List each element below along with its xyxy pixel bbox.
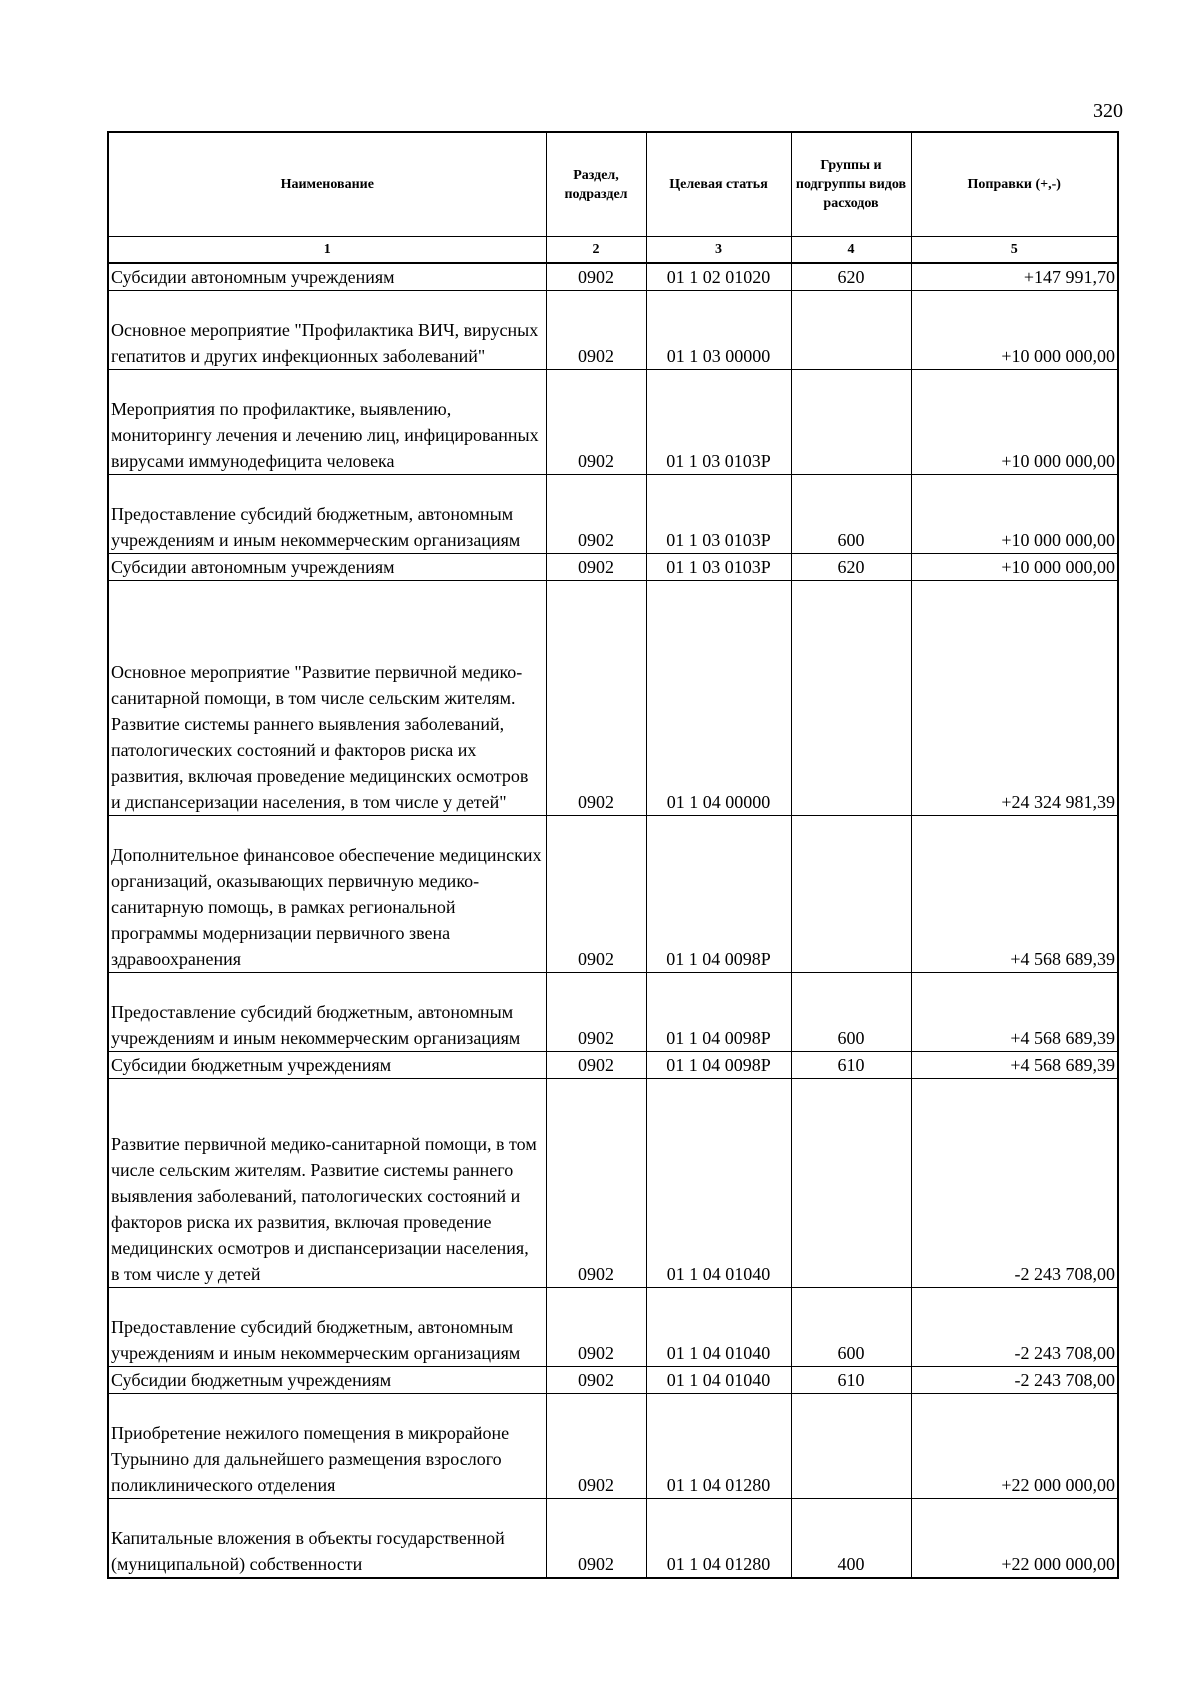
- row-target-article: 01 1 03 0103Р: [646, 475, 791, 554]
- header-expense-group: Группы и подгруппы видов расходов: [791, 132, 911, 237]
- header-amendments: Поправки (+,-): [911, 132, 1118, 237]
- row-expense-group: 620: [791, 554, 911, 581]
- row-expense-group: [791, 370, 911, 475]
- row-name: Развитие первичной медико-санитарной помощи, в том числе сельским жителям. Развитие системы раннего выявления заболеваний, патологических состояний и факторов риска их развития, включая проведение медицинских осмотров и диспансеризации населения, в том числе у детей: [108, 1079, 546, 1288]
- table-row: [108, 816, 1118, 973]
- column-number-5: 5: [911, 237, 1118, 264]
- table-row: [108, 973, 1118, 1052]
- row-target-article: 01 1 04 0098Р: [646, 1052, 791, 1079]
- row-name: Предоставление субсидий бюджетным, автономным учреждениям и иным некоммерческим организациям: [108, 973, 546, 1052]
- row-amount: +4 568 689,39: [911, 816, 1118, 973]
- row-amount: +24 324 981,39: [911, 581, 1118, 816]
- table-row: [108, 1288, 1118, 1367]
- row-expense-group: [791, 581, 911, 816]
- row-target-article: 01 1 04 00000: [646, 581, 791, 816]
- column-number-3: 3: [646, 237, 791, 264]
- row-target-article: 01 1 04 01040: [646, 1288, 791, 1367]
- row-expense-group: [791, 1079, 911, 1288]
- header-name: Наименование: [108, 132, 546, 237]
- row-amount: -2 243 708,00: [911, 1367, 1118, 1394]
- row-section: 0902: [546, 1394, 646, 1499]
- table-row: [108, 1367, 1118, 1394]
- row-expense-group: [791, 816, 911, 973]
- row-target-article: 01 1 02 01020: [646, 263, 791, 291]
- table-row: [108, 554, 1118, 581]
- table-row: [108, 475, 1118, 554]
- row-name: Основное мероприятие "Профилактика ВИЧ, вирусных гепатитов и других инфекционных заболеваний": [108, 291, 546, 370]
- row-name: Субсидии бюджетным учреждениям: [108, 1052, 546, 1079]
- row-target-article: 01 1 04 01280: [646, 1499, 791, 1579]
- table-row: [108, 581, 1118, 816]
- row-expense-group: 600: [791, 1288, 911, 1367]
- row-name: Предоставление субсидий бюджетным, автономным учреждениям и иным некоммерческим организациям: [108, 475, 546, 554]
- row-target-article: 01 1 03 0103Р: [646, 370, 791, 475]
- row-name: Предоставление субсидий бюджетным, автономным учреждениям и иным некоммерческим организациям: [108, 1288, 546, 1367]
- row-section: 0902: [546, 291, 646, 370]
- page-number: 320: [1093, 100, 1123, 122]
- table-row: [108, 1079, 1118, 1288]
- table-column-numbers-row: [108, 237, 1118, 264]
- table-header-row: [108, 132, 1118, 237]
- table-row: [108, 1052, 1118, 1079]
- row-target-article: 01 1 03 00000: [646, 291, 791, 370]
- row-section: 0902: [546, 581, 646, 816]
- row-amount: +22 000 000,00: [911, 1499, 1118, 1579]
- row-amount: -2 243 708,00: [911, 1079, 1118, 1288]
- table-row: [108, 291, 1118, 370]
- row-target-article: 01 1 04 0098Р: [646, 973, 791, 1052]
- row-expense-group: [791, 291, 911, 370]
- row-amount: +10 000 000,00: [911, 554, 1118, 581]
- row-target-article: 01 1 04 0098Р: [646, 816, 791, 973]
- row-name: Субсидии бюджетным учреждениям: [108, 1367, 546, 1394]
- row-amount: +10 000 000,00: [911, 475, 1118, 554]
- row-amount: +4 568 689,39: [911, 1052, 1118, 1079]
- table-row: [108, 1394, 1118, 1499]
- header-section: Раздел, подраздел: [546, 132, 646, 237]
- row-amount: -2 243 708,00: [911, 1288, 1118, 1367]
- row-amount: +10 000 000,00: [911, 291, 1118, 370]
- row-name: Приобретение нежилого помещения в микрорайоне Турынино для дальнейшего размещения взрослого поликлинического отделения: [108, 1394, 546, 1499]
- row-section: 0902: [546, 475, 646, 554]
- row-name: Субсидии автономным учреждениям: [108, 263, 546, 291]
- row-expense-group: 600: [791, 973, 911, 1052]
- row-section: 0902: [546, 1288, 646, 1367]
- column-number-2: 2: [546, 237, 646, 264]
- row-section: 0902: [546, 263, 646, 291]
- row-target-article: 01 1 04 01040: [646, 1367, 791, 1394]
- row-section: 0902: [546, 1499, 646, 1579]
- row-expense-group: [791, 1394, 911, 1499]
- column-number-1: 1: [108, 237, 546, 264]
- row-expense-group: 620: [791, 263, 911, 291]
- row-section: 0902: [546, 370, 646, 475]
- row-name: Дополнительное финансовое обеспечение медицинских организаций, оказывающих первичную медико-санитарную помощь, в рамках региональной программы модернизации первичного звена здравоохранения: [108, 816, 546, 973]
- row-expense-group: 610: [791, 1367, 911, 1394]
- row-target-article: 01 1 04 01280: [646, 1394, 791, 1499]
- row-name: Субсидии автономным учреждениям: [108, 554, 546, 581]
- row-name: Мероприятия по профилактике, выявлению, мониторингу лечения и лечению лиц, инфицированных вирусами иммунодефицита человека: [108, 370, 546, 475]
- row-expense-group: 600: [791, 475, 911, 554]
- row-expense-group: 610: [791, 1052, 911, 1079]
- row-amount: +147 991,70: [911, 263, 1118, 291]
- row-section: 0902: [546, 973, 646, 1052]
- row-target-article: 01 1 04 01040: [646, 1079, 791, 1288]
- table-row: [108, 370, 1118, 475]
- budget-amendments-table: [107, 131, 1119, 1579]
- row-section: 0902: [546, 1079, 646, 1288]
- row-amount: +10 000 000,00: [911, 370, 1118, 475]
- table-row: [108, 263, 1118, 291]
- row-target-article: 01 1 03 0103Р: [646, 554, 791, 581]
- header-target-article: Целевая статья: [646, 132, 791, 237]
- row-section: 0902: [546, 816, 646, 973]
- row-section: 0902: [546, 1367, 646, 1394]
- row-name: Основное мероприятие "Развитие первичной медико-санитарной помощи, в том числе сельским жителям. Развитие системы раннего выявления заболеваний, патологических состояний и факторов риска их развития, включая проведение медицинских осмотров и диспансеризации населения, в том числе у детей": [108, 581, 546, 816]
- row-section: 0902: [546, 554, 646, 581]
- row-amount: +4 568 689,39: [911, 973, 1118, 1052]
- row-amount: +22 000 000,00: [911, 1394, 1118, 1499]
- row-expense-group: 400: [791, 1499, 911, 1579]
- table-row: [108, 1499, 1118, 1579]
- column-number-4: 4: [791, 237, 911, 264]
- row-section: 0902: [546, 1052, 646, 1079]
- row-name: Капитальные вложения в объекты государственной (муниципальной) собственности: [108, 1499, 546, 1579]
